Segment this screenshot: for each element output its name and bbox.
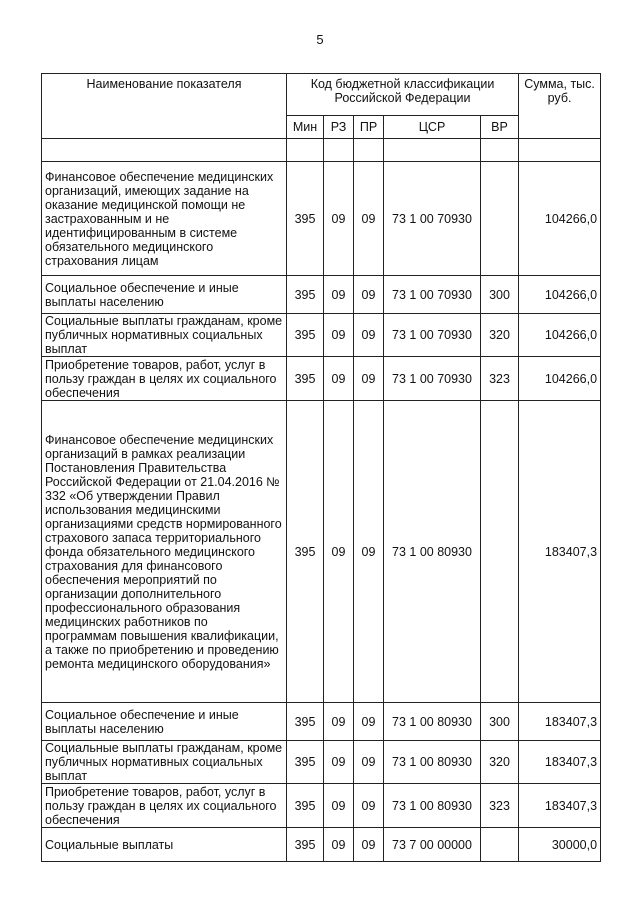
row-min: 395 bbox=[287, 162, 324, 276]
header-pr: ПР bbox=[354, 116, 384, 139]
row-csr: 73 1 00 80930 bbox=[384, 784, 481, 828]
row-sum: 104266,0 bbox=[519, 314, 601, 357]
row-sum: 104266,0 bbox=[519, 357, 601, 401]
header-sum: Сумма, тыс. руб. bbox=[519, 74, 601, 139]
row-min: 395 bbox=[287, 314, 324, 357]
row-sum: 183407,3 bbox=[519, 741, 601, 784]
row-min: 395 bbox=[287, 276, 324, 314]
row-vr: 320 bbox=[481, 741, 519, 784]
table-row bbox=[42, 741, 601, 784]
table-row bbox=[42, 357, 601, 401]
row-rz: 09 bbox=[324, 828, 354, 862]
row-vr bbox=[481, 162, 519, 276]
row-name: Финансовое обеспечение медицинских организаций, имеющих задание на оказание медицинской помощи не застрахованным и не идентифицированным в системе обязательного медицинского страхования лицам bbox=[42, 162, 287, 276]
header-code-group: Код бюджетной классификации Российской Федерации bbox=[287, 74, 519, 116]
row-sum: 104266,0 bbox=[519, 162, 601, 276]
row-pr: 09 bbox=[354, 784, 384, 828]
row-vr: 300 bbox=[481, 276, 519, 314]
table-row bbox=[42, 314, 601, 357]
row-pr: 09 bbox=[354, 703, 384, 741]
header-vr: ВР bbox=[481, 116, 519, 139]
row-vr: 300 bbox=[481, 703, 519, 741]
row-sum: 183407,3 bbox=[519, 401, 601, 703]
row-min: 395 bbox=[287, 401, 324, 703]
row-sum: 183407,3 bbox=[519, 784, 601, 828]
row-name: Финансовое обеспечение медицинских организаций в рамках реализации Постановления Правительства Российской Федерации от 21.04.2016 № 332 «Об утверждении Правил использования медицинскими организациями средств нормированного страхового запаса территориального фонда обязательного медицинского страхования для финансового обеспечения мероприятий по организации дополнительного профессионального образования медицинских работников по программам повышения квалификации, а также по приобретению и проведению ремонта медицинского оборудования» bbox=[42, 401, 287, 703]
row-csr: 73 1 00 70930 bbox=[384, 276, 481, 314]
row-pr: 09 bbox=[354, 401, 384, 703]
table-body bbox=[42, 139, 601, 862]
row-csr: 73 1 00 70930 bbox=[384, 162, 481, 276]
header-min: Мин bbox=[287, 116, 324, 139]
row-name: Социальные выплаты гражданам, кроме публичных нормативных социальных выплат bbox=[42, 314, 287, 357]
row-vr bbox=[481, 401, 519, 703]
row-name: Приобретение товаров, работ, услуг в пользу граждан в целях их социального обеспечения bbox=[42, 357, 287, 401]
row-name: Социальные выплаты гражданам, кроме публичных нормативных социальных выплат bbox=[42, 741, 287, 784]
row-csr: 73 1 00 80930 bbox=[384, 401, 481, 703]
row-csr: 73 1 00 80930 bbox=[384, 741, 481, 784]
header-name: Наименование показателя bbox=[42, 74, 287, 139]
row-rz: 09 bbox=[324, 784, 354, 828]
row-pr: 09 bbox=[354, 162, 384, 276]
row-min: 395 bbox=[287, 784, 324, 828]
row-pr: 09 bbox=[354, 741, 384, 784]
row-pr: 09 bbox=[354, 276, 384, 314]
empty-row bbox=[42, 139, 601, 162]
page-number: 5 bbox=[316, 32, 324, 47]
row-rz: 09 bbox=[324, 276, 354, 314]
row-rz: 09 bbox=[324, 357, 354, 401]
budget-table bbox=[41, 73, 601, 862]
row-sum: 30000,0 bbox=[519, 828, 601, 862]
table-row bbox=[42, 276, 601, 314]
row-sum: 104266,0 bbox=[519, 276, 601, 314]
table-row bbox=[42, 828, 601, 862]
row-vr: 323 bbox=[481, 357, 519, 401]
row-rz: 09 bbox=[324, 314, 354, 357]
header-rz: РЗ bbox=[324, 116, 354, 139]
row-vr: 323 bbox=[481, 784, 519, 828]
row-sum: 183407,3 bbox=[519, 703, 601, 741]
header-csr: ЦСР bbox=[384, 116, 481, 139]
row-vr: 320 bbox=[481, 314, 519, 357]
row-min: 395 bbox=[287, 703, 324, 741]
row-rz: 09 bbox=[324, 162, 354, 276]
row-name: Социальное обеспечение и иные выплаты населению bbox=[42, 276, 287, 314]
row-csr: 73 1 00 80930 bbox=[384, 703, 481, 741]
row-csr: 73 1 00 70930 bbox=[384, 314, 481, 357]
row-pr: 09 bbox=[354, 314, 384, 357]
row-rz: 09 bbox=[324, 741, 354, 784]
table-row bbox=[42, 703, 601, 741]
row-name: Социальное обеспечение и иные выплаты населению bbox=[42, 703, 287, 741]
table-row bbox=[42, 401, 601, 703]
row-min: 395 bbox=[287, 828, 324, 862]
row-name: Приобретение товаров, работ, услуг в пользу граждан в целях их социального обеспечения bbox=[42, 784, 287, 828]
row-rz: 09 bbox=[324, 401, 354, 703]
table-row bbox=[42, 162, 601, 276]
row-pr: 09 bbox=[354, 828, 384, 862]
row-rz: 09 bbox=[324, 703, 354, 741]
row-min: 395 bbox=[287, 357, 324, 401]
row-name: Социальные выплаты bbox=[42, 828, 287, 862]
row-min: 395 bbox=[287, 741, 324, 784]
row-pr: 09 bbox=[354, 357, 384, 401]
row-vr bbox=[481, 828, 519, 862]
row-csr: 73 7 00 00000 bbox=[384, 828, 481, 862]
row-csr: 73 1 00 70930 bbox=[384, 357, 481, 401]
table-row bbox=[42, 784, 601, 828]
